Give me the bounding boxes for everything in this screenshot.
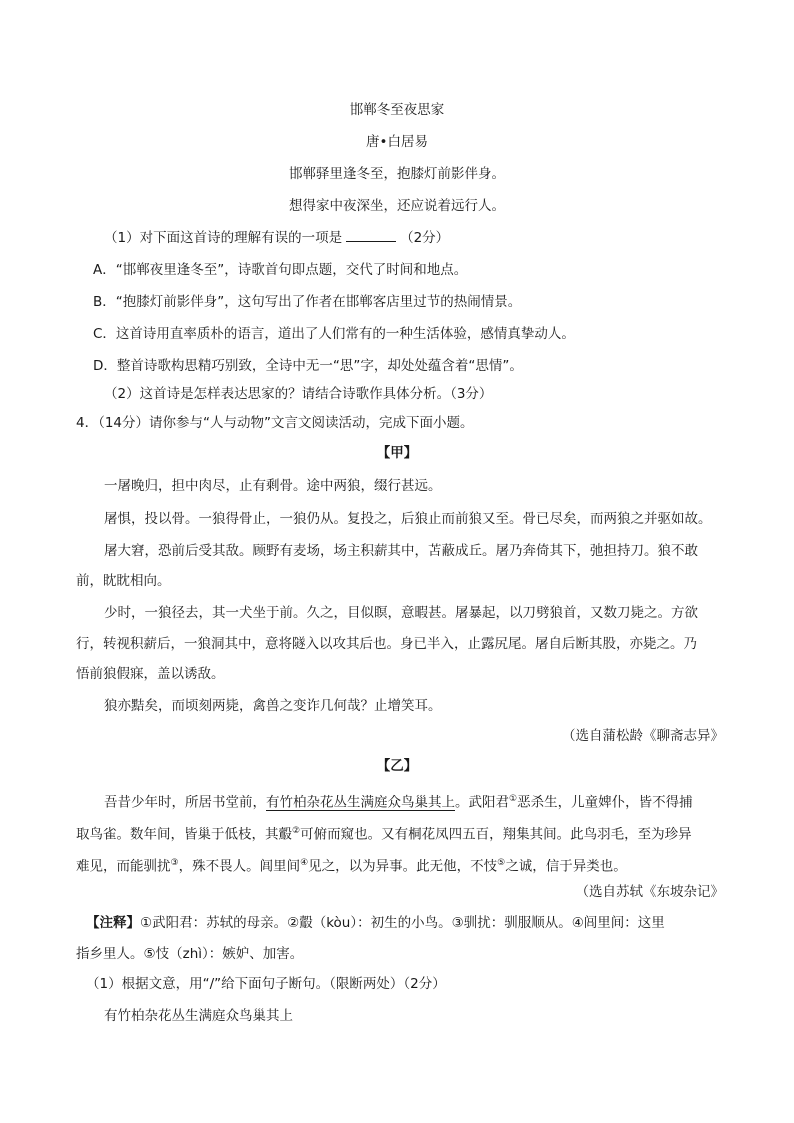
note-marker-1: ① — [509, 794, 518, 804]
poem-line-1: 邯郸驿里逢冬至，抱膝灯前影伴身。 — [289, 166, 505, 182]
yi-text: 。武阳君 — [455, 794, 509, 811]
notes-text: ①武阳君：苏轼的母亲。②鷇（kòu）：初生的小鸟。③驯扰：驯服顺从。④闾里间：这里 — [140, 915, 665, 931]
yi-source: （选自苏轼《东坡杂记》 — [575, 884, 724, 900]
yi-text: 可俯而窥也。又有桐花凤四五百，翔集其间。此鸟羽毛，至为珍异 — [300, 826, 692, 843]
yi-text: 恶杀生，儿童婢仆，皆不得捕 — [517, 794, 693, 811]
question-1-score: （2分） — [400, 230, 450, 246]
underlined-sentence: 有竹柏杂花丛生满庭众鸟巢其上 — [266, 794, 455, 811]
option-b: B．“抱膝灯前影伴身”，这句写出了作者在邯郸客店里过节的热闹情景。 — [93, 294, 522, 310]
notes-label: 【注释】 — [86, 915, 140, 931]
jia-source: （选自蒲松龄《聊斋志异》 — [562, 728, 724, 744]
sentence-to-segment: 有竹柏杂花丛生满庭众鸟巢其上 — [104, 1008, 293, 1024]
notes-line-1 — [86, 913, 665, 933]
option-a: A．“邯郸夜里逢冬至”，诗歌首句即点题，交代了时间和地点。 — [93, 262, 468, 278]
note-marker-3: ③ — [170, 858, 179, 868]
yi-text: 取鸟雀。数年间，皆巢于低枝，其鷇 — [76, 826, 292, 843]
yi-line-1 — [104, 789, 693, 813]
yi-text: 吾昔少年时，所居书堂前， — [104, 794, 266, 811]
jia-paragraph-4: 少时，一狼径去，其一犬坐于前。久之，目似瞑，意暇甚。屠暴起，以刀劈狼首，又数刀毙之。方欲 — [104, 605, 698, 621]
note-marker-5: ⑤ — [497, 858, 506, 868]
poem-line-2: 想得家中夜深坐，还应说着远行人。 — [289, 198, 505, 214]
jia-paragraph-1: 一屠晚归，担中肉尽，止有剩骨。途中两狼，缀行甚远。 — [104, 478, 442, 494]
option-d: D．整首诗歌构思精巧别致，全诗中无一“思”字，却处处蕴含着“思情”。 — [93, 358, 523, 374]
question-1-text: （1）对下面这首诗的理解有误的一项是 — [104, 230, 343, 246]
question-1 — [104, 228, 449, 248]
note-marker-4: ④ — [300, 858, 309, 868]
option-c: C．这首诗用直率质朴的语言，道出了人们常有的一种生活体验，感情真挚动人。 — [93, 326, 575, 342]
jia-paragraph-2: 屠惧，投以骨。一狼得骨止，一狼仍从。复投之，后狼止而前狼又至。骨已尽矣，而两狼之并驱如故。 — [104, 511, 712, 527]
jia-paragraph-3-cont: 前，眈眈相向。 — [76, 573, 171, 589]
yi-text: 见之，以为异事。此无他，不忮 — [308, 858, 498, 875]
jia-paragraph-3: 屠大窘，恐前后受其敌。顾野有麦场，场主积薪其中，苫蔽成丘。屠乃奔倚其下，弛担持刀。狼不敢 — [104, 543, 698, 559]
question-4-intro: 4．（14分）请你参与“人与动物”文言文阅读活动，完成下面小题。 — [76, 415, 474, 431]
answer-blank[interactable] — [346, 228, 396, 242]
poem-author: 唐•白居易 — [366, 134, 428, 150]
question-2: （2）这首诗是怎样表达思家的？请结合诗歌作具体分析。（3分） — [104, 386, 493, 402]
jia-paragraph-5: 狼亦黠矣，而顷刻两毙，禽兽之变诈几何哉？止增笑耳。 — [104, 698, 442, 714]
yi-text: 难见，而能驯扰 — [76, 858, 171, 875]
section-yi-header: 【乙】 — [376, 758, 418, 774]
section-jia-header: 【甲】 — [376, 445, 418, 461]
sub-question-1: （1）根据文意，用“/”给下面句子断句。（限断两处）（2分） — [86, 976, 446, 992]
jia-paragraph-4-cont-2: 悟前狼假寐，盖以诱敌。 — [76, 666, 225, 682]
yi-line-3 — [76, 853, 627, 877]
note-marker-2: ② — [292, 826, 301, 836]
yi-text: ，殊不畏人。闾里间 — [178, 858, 301, 875]
yi-text: 之诚，信于异类也。 — [505, 858, 627, 875]
poem-title: 邯郸冬至夜思家 — [349, 102, 445, 118]
jia-paragraph-4-cont-1: 行，转视积薪后，一狼洞其中，意将隧入以攻其后也。身已半入，止露尻尾。屠自后断其股，亦毙之。乃 — [76, 636, 697, 652]
yi-line-2 — [76, 821, 692, 845]
notes-line-2: 指乡里人。⑤忮（zhì）：嫉妒、加害。 — [76, 946, 304, 962]
